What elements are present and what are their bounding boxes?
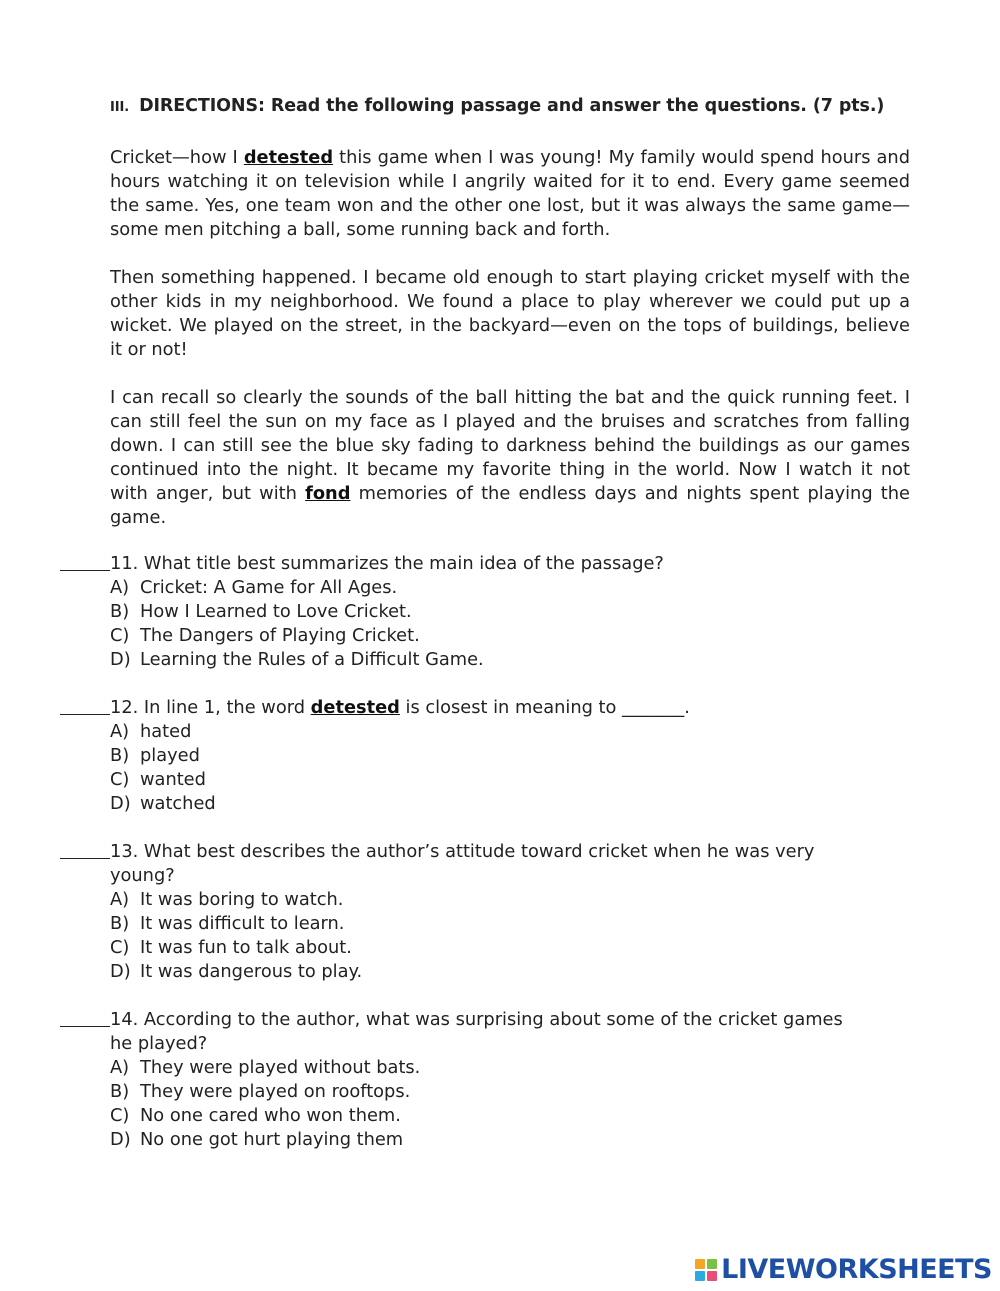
- choice-letter: B): [110, 745, 130, 766]
- choice-b: [110, 600, 900, 624]
- choice-list: [60, 576, 900, 672]
- passage-paragraph-1: [110, 146, 910, 242]
- question-14: [60, 1008, 900, 1152]
- choice-c: [110, 936, 900, 960]
- choice-text: It was difficult to learn.: [140, 913, 345, 934]
- choice-a: [110, 1056, 900, 1080]
- choice-text: No one cared who won them.: [140, 1105, 401, 1126]
- choice-letter: A): [110, 577, 130, 598]
- choice-text: Learning the Rules of a Difficult Game.: [140, 649, 484, 670]
- choice-text: The Dangers of Playing Cricket.: [140, 625, 420, 646]
- choice-list: [60, 888, 900, 984]
- choice-letter: B): [110, 1081, 130, 1102]
- choice-letter: C): [110, 769, 130, 790]
- choice-text: watched: [140, 793, 216, 814]
- choice-letter: C): [110, 937, 130, 958]
- question-text: 11. What title best summarizes the main idea of the passage?: [110, 553, 664, 574]
- choice-letter: A): [110, 721, 130, 742]
- choice-letter: C): [110, 1105, 130, 1126]
- question-11: [60, 552, 900, 672]
- paragraph-text: memories of the endless days and nights spent playing the game.: [110, 483, 910, 528]
- question-13: [60, 840, 900, 984]
- paragraph-text: Cricket—how I: [110, 147, 244, 168]
- choice-text: wanted: [140, 769, 206, 790]
- choice-letter: D): [110, 649, 131, 670]
- choice-text: It was dangerous to play.: [140, 961, 363, 982]
- keyword-detested: detested: [310, 697, 400, 718]
- choice-letter: B): [110, 913, 130, 934]
- directions-text: DIRECTIONS: Read the following passage and answer the questions. (7 pts.): [139, 96, 885, 116]
- choice-b: [110, 744, 900, 768]
- choice-a: [110, 576, 900, 600]
- question-text-continued: he played?: [110, 1033, 208, 1054]
- answer-blank[interactable]: [60, 840, 110, 859]
- answer-blank[interactable]: [60, 696, 110, 715]
- question-12: [60, 696, 900, 816]
- passage-paragraph-2: Then something happened. I became old enough to start playing cricket myself with the other kids in my neighborhood. We found a place to play wherever we could put up a wicket. We played on the street, in the backyard—even on the tops of buildings, believe it or not!: [110, 267, 910, 360]
- choice-d: [110, 1128, 900, 1152]
- choice-letter: A): [110, 889, 130, 910]
- choice-letter: C): [110, 625, 130, 646]
- answer-blank[interactable]: [60, 552, 110, 571]
- choice-list: [60, 720, 900, 816]
- choice-b: [110, 912, 900, 936]
- choice-text: Cricket: A Game for All Ages.: [140, 577, 398, 598]
- question-text: 13. What best describes the author’s attitude toward cricket when he was very: [110, 841, 815, 862]
- question-text-continued: young?: [110, 865, 175, 886]
- keyword-fond: fond: [305, 483, 351, 504]
- choice-a: [110, 888, 900, 912]
- question-text: [110, 696, 900, 720]
- choice-text: hated: [140, 721, 192, 742]
- passage-paragraph-3: [110, 386, 910, 530]
- choice-text: They were played on rooftops.: [140, 1081, 411, 1102]
- choice-text: They were played without bats.: [140, 1057, 421, 1078]
- choice-letter: D): [110, 961, 131, 982]
- question-text: 14. According to the author, what was surprising about some of the cricket games: [110, 1009, 843, 1030]
- choice-letter: A): [110, 1057, 130, 1078]
- choice-text: How I Learned to Love Cricket.: [140, 601, 412, 622]
- choice-d: [110, 792, 900, 816]
- paragraph-text: I can recall so clearly the sounds of the ball hitting the bat and the quick running feet. I can still feel the sun on my face as I played and the bruises and scratches from falling down. I can still see the blue sky fading to darkness behind the buildings as our games continued into the night. It became my favorite thing in the world. Now I watch it not with anger, but with: [110, 387, 910, 504]
- logo-text: LIVEWORKSHEETS: [721, 1254, 992, 1285]
- directions-heading: [110, 96, 884, 116]
- choice-text: It was fun to talk about.: [140, 937, 352, 958]
- answer-blank[interactable]: [60, 1008, 110, 1027]
- keyword-detested: detested: [243, 147, 334, 168]
- choice-text: played: [140, 745, 200, 766]
- choice-letter: D): [110, 1129, 131, 1150]
- choice-d: [110, 648, 900, 672]
- section-number: III.: [110, 100, 130, 115]
- choice-c: [110, 768, 900, 792]
- question-text-part: is closest in meaning to _______.: [399, 697, 690, 718]
- logo-block: [695, 1259, 705, 1269]
- logo-blocks-icon: [695, 1259, 717, 1281]
- choice-letter: B): [110, 601, 130, 622]
- choice-letter: D): [110, 793, 131, 814]
- liveworksheets-logo: [695, 1254, 992, 1285]
- logo-block: [707, 1259, 717, 1269]
- choice-text: It was boring to watch.: [140, 889, 344, 910]
- choice-c: [110, 624, 900, 648]
- choice-b: [110, 1080, 900, 1104]
- logo-block: [695, 1271, 705, 1281]
- paragraph-text: this game when I was young! My family would spend hours and hours watching it on television while I angrily waited for it to end. Every game seemed the same. Yes, one team won and the other one lost, but it was always the same game—some men pitching a ball, some running back and forth.: [110, 147, 910, 240]
- choice-a: [110, 720, 900, 744]
- choice-c: [110, 1104, 900, 1128]
- logo-block: [707, 1271, 717, 1281]
- choice-text: No one got hurt playing them: [140, 1129, 404, 1150]
- choice-d: [110, 960, 900, 984]
- question-text-part: 12. In line 1, the word: [110, 697, 311, 718]
- choice-list: [60, 1056, 900, 1152]
